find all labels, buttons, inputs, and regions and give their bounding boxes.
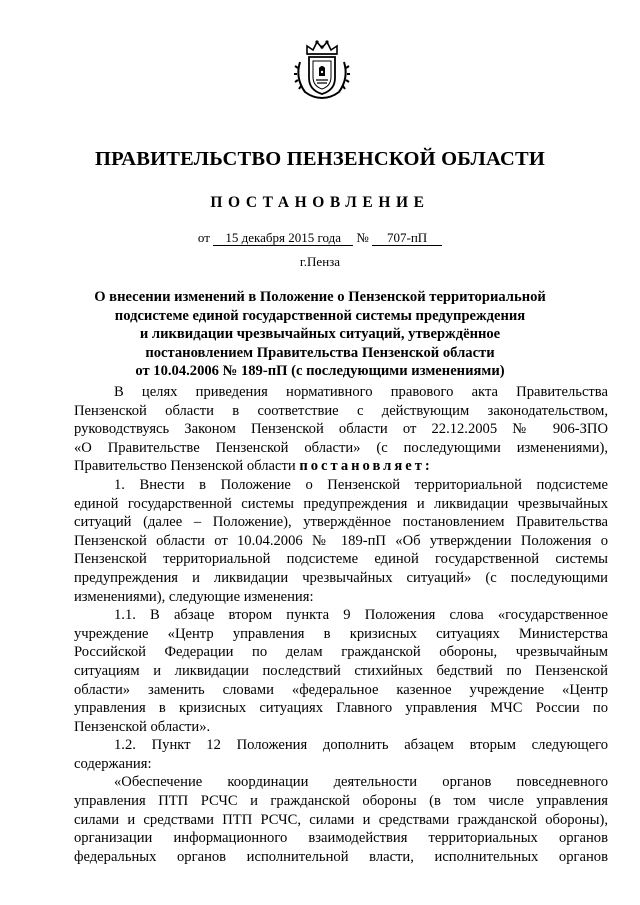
body-line	[74, 457, 608, 476]
document-number: 707-пП	[372, 231, 442, 246]
document-type: ПОСТАНОВЛЕНИЕ	[210, 194, 430, 211]
body-line: 1. Внести в Положение о Пензенской территориальной подсистеме	[114, 476, 608, 493]
government-title: ПРАВИТЕЛЬСТВО ПЕНЗЕНСКОЙ ОБЛАСТИ	[95, 148, 545, 170]
body-line: управления ПТП РСЧС и гражданской обороны (в том числе управления	[74, 793, 608, 810]
body-line: области» заменить словами «федеральное казенное учреждение «Центр	[74, 681, 608, 698]
body-line: ситуациям и ликвидации последствий стихийных бедствий по Пензенской	[74, 662, 608, 679]
body-line: ситуаций (далее – Положение), утверждённое постановлением Правительства	[74, 514, 608, 531]
body-line: «Обеспечение координации деятельности органов повседневного	[114, 774, 608, 791]
body-line: организации информационного взаимодействия территориальных органов	[74, 830, 608, 847]
city: г.Пенза	[299, 254, 341, 269]
subject-line: О внесении изменений в Положение о Пензенской территориальной	[94, 289, 546, 305]
coat-of-arms-icon	[293, 38, 351, 100]
body-line: Российской Федерации по делам гражданской обороны, чрезвычайным	[74, 644, 608, 661]
document-date: 15 декабря 2015 года	[213, 231, 353, 246]
date-prefix: от	[197, 230, 210, 245]
body-line: руководствуясь Законом Пензенской области от 22.12.2005 № 906-ЗПО	[74, 421, 608, 438]
decree-word: постановляет:	[299, 458, 433, 475]
body-line: Пензенской области в соответствие с действующим законодательством,	[74, 402, 608, 419]
body-line: Пензенской области от 10.04.2006 № 189-пП «Об утверждении Положения о	[74, 532, 608, 549]
body-line: предупреждения и ликвидации чрезвычайных ситуаций» (с последующими	[74, 569, 608, 586]
body-line: изменениями), следующие изменения:	[74, 588, 314, 605]
body-line: силами и средствами ПТП РСЧС, силами и средствами гражданской обороны),	[74, 811, 608, 828]
subject-line: от 10.04.2006 № 189-пП (с последующими изменениями)	[135, 363, 505, 379]
body-line-text: Правительство Пензенской области	[74, 458, 296, 475]
body-line: 1.2. Пункт 12 Положения дополнить абзацем вторым следующего	[114, 737, 608, 754]
body-line: Пензенской территориальной подсистеме единой государственной системы	[74, 551, 608, 568]
body-line: учреждение «Центр управления в кризисных ситуациях Министерства	[74, 625, 608, 642]
document-subject	[80, 288, 560, 381]
body-line: «О Правительстве Пензенской области» (с последующими изменениями),	[74, 439, 608, 456]
subject-line: постановлением Правительства Пензенской области	[145, 344, 495, 361]
body-line: Пензенской области».	[74, 718, 211, 735]
subject-line: подсистеме единой государственной системы предупреждения	[114, 307, 526, 324]
body-line: единой государственной системы предупреждения и ликвидации чрезвычайных	[74, 495, 608, 512]
document-date-number	[0, 230, 640, 246]
body-line: федеральных органов исполнительной власти, исполнительных органов	[74, 848, 608, 865]
body-line: управления в кризисных ситуациях Главного управления МЧС России по	[74, 700, 608, 717]
body-line: содержания:	[74, 755, 152, 772]
body-line: 1.1. В абзаце втором пункта 9 Положения слова «государственное	[114, 607, 608, 624]
document-body	[74, 383, 608, 866]
number-prefix: №	[356, 230, 369, 245]
body-line: В целях приведения нормативного правового акта Правительства	[114, 384, 608, 400]
subject-line: и ликвидации чрезвычайных ситуаций, утверждённое	[139, 326, 501, 342]
